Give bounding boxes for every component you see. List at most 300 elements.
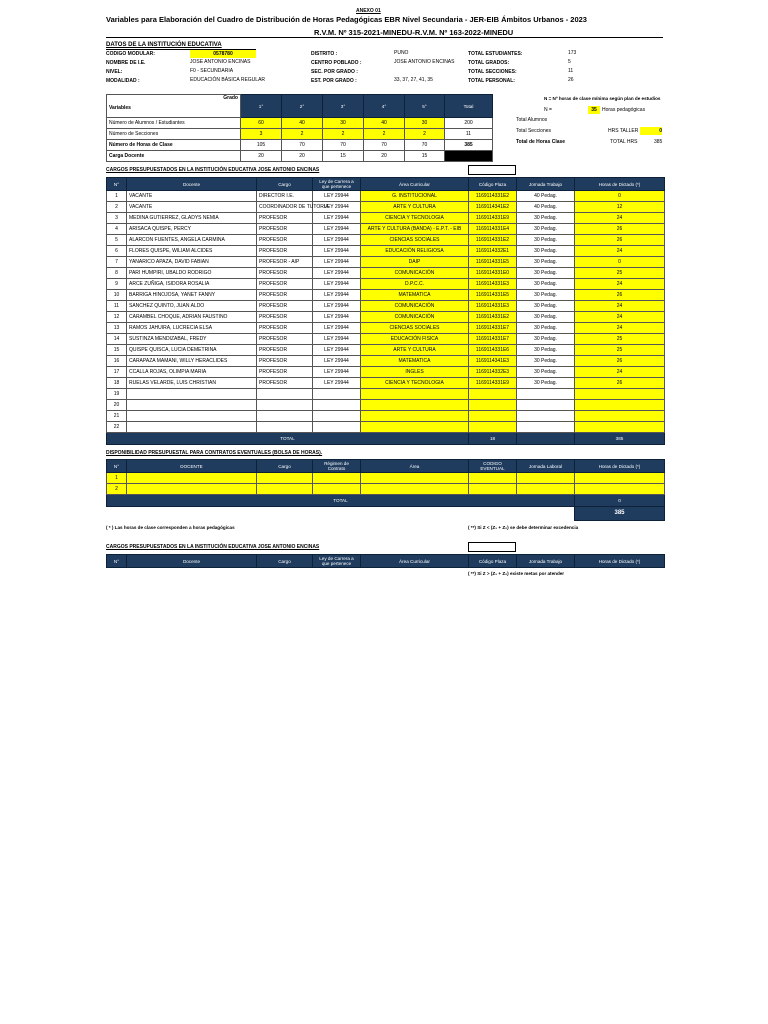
grades-corner-bottom: Variables [109,105,131,111]
inst-left-label: NOMBRE DE I.E. [106,60,146,66]
staff-cell: 21 [107,411,127,422]
staff-cell: 1169114331E3 [469,279,517,290]
staff-cell: 12 [575,202,665,213]
staff-cell: PROFESOR [257,279,313,290]
staff-cell: 24 [575,301,665,312]
staff-cell: 12 [107,312,127,323]
inst-left-value: EDUCACIÓN BÁSICA REGULAR [190,77,266,83]
side-total-hrs: TOTAL HRS [610,139,638,145]
staff-cell: 30 Pedag. [517,213,575,224]
staff-cell: 26 [575,290,665,301]
grades-cell: 30 [323,118,364,129]
staff-row [107,191,665,202]
staff-cell: 10 [107,290,127,301]
budget-col-header: Cargo [257,460,313,473]
budget-col-header: CODIGO EVENTUAL [469,460,517,473]
staff-cell: 15 [107,345,127,356]
side-total-horas-clase: Total de Horas Clase [516,139,566,145]
staff-cell: 30 Pedag. [517,224,575,235]
budget-cell [517,473,575,484]
staff-cell: 26 [575,224,665,235]
grades-cell: 105 [241,140,282,151]
staff-row [107,202,665,213]
staff-row [107,224,665,235]
staff-cell [127,389,257,400]
side-n-value: 35 [588,106,600,114]
inst-left-value: F0 - SECUNDARIA [190,68,234,74]
staff-cell: 1169114331E5 [469,290,517,301]
grades-cell: 2 [405,129,445,140]
staff-cell: 7 [107,257,127,268]
staff-cell [313,389,361,400]
staff-cell: 16 [107,356,127,367]
staff-cell: 24 [575,246,665,257]
staff-cell: 1169114341E2 [469,202,517,213]
staff-row [107,213,665,224]
inst-middle-label: CENTRO POBLADO : [311,60,362,66]
staff-cell [469,400,517,411]
grades-cell: 60 [241,118,282,129]
staff-row [107,301,665,312]
side-n-unit: Horas pedagógicas [602,107,646,113]
staff-cell [469,389,517,400]
inst-right-label: TOTAL SECCIONES: [468,69,517,75]
inst-right-label: TOTAL PERSONAL: [468,78,515,84]
budget-cell [361,484,469,495]
budget-cell [469,484,517,495]
staff-cell: DIRECTOR I.E. [257,191,313,202]
staff-cell: LEY 29944 [313,301,361,312]
grades-cell: 70 [364,140,405,151]
staff-cell: RAMOS JAHUIRA, LUCRECIA ELSA [127,323,257,334]
staff-row [107,422,665,433]
grades-spacer [493,129,516,140]
staff-title: CARGOS PRESUPUESTADOS EN LA INSTITUCIÓN EDUCATIVA JOSE ANTONIO ENCINAS [106,167,320,173]
side-hrs-taller-value: 0 [640,127,662,135]
staff-cell: 30 Pedag. [517,235,575,246]
staff2-col-header: Horas de Dictado (*) [575,555,665,568]
staff-cell: PROFESOR [257,235,313,246]
side-note: N = Nº horas de clase mínima según plan de estudios [544,96,661,101]
staff-cell: 2 [107,202,127,213]
staff-cell: 9 [107,279,127,290]
grades-cell: 2 [323,129,364,140]
grades-row [107,140,516,151]
staff-cell: COMUNICACIÓN [361,312,469,323]
staff-cell: PROFESOR [257,367,313,378]
annex-label: ANEXO 01 [356,8,381,14]
grades-row [107,151,516,162]
budget-cell [257,473,313,484]
staff-col-header: Área Curricular [361,178,469,191]
staff-cell: VACANTE [127,191,257,202]
staff-row [107,257,665,268]
grades-cell: 15 [405,151,445,162]
staff-cell: PROFESOR [257,290,313,301]
staff-cell: 30 Pedag. [517,246,575,257]
staff-cell [361,422,469,433]
budget-col-header: Área [361,460,469,473]
budget-grand-total: 385 [575,507,665,521]
staff-cell: LEY 29944 [313,323,361,334]
budget-cell [517,484,575,495]
grades-spacer [493,140,516,151]
staff-cell: 30 Pedag. [517,312,575,323]
staff-cell [469,422,517,433]
inst-middle-value: 33, 37, 27, 41, 35 [394,77,433,83]
staff2-title: CARGOS PRESUPUESTADOS EN LA INSTITUCIÓN EDUCATIVA JOSE ANTONIO ENCINAS [106,544,320,550]
staff-cell: CCALLA ROJAS, OLIMPIA MARIA [127,367,257,378]
staff-cell: 5 [107,235,127,246]
staff-cell: 22 [107,422,127,433]
staff-cell: DAIP [361,257,469,268]
staff-row [107,312,665,323]
side-total-secciones: Total Secciones [516,128,552,134]
staff-cell: YANARICO APAZA, DAVID FABIAN [127,257,257,268]
grades-cell: 70 [282,140,323,151]
inst-right-value: 11 [568,68,574,74]
budget-col-header: DOCENTE [127,460,257,473]
staff-cell: 30 Pedag. [517,323,575,334]
side-hrs-taller: HRS TALLER [608,128,639,134]
staff-cell: 1169114331E3 [469,301,517,312]
staff-cell: 1169114331E9 [469,213,517,224]
budget-cell [575,484,665,495]
grades-spacer [493,95,516,118]
staff-cell: ARISACA QUISPE, PERCY [127,224,257,235]
inst-left-value: 0578780 [190,50,256,58]
budget-grand-row [107,507,665,521]
grades-cell: 20 [364,151,405,162]
budget-cell [575,473,665,484]
staff-cell: 1169114331E4 [469,224,517,235]
staff-col-header: Docente [127,178,257,191]
staff-cell: 1169114331E5 [469,257,517,268]
grades-corner-top: Grado [223,95,238,101]
grades-row-label: Carga Docente [107,151,241,162]
staff2-col-header: Ley de Carrera a que pertenece [313,555,361,568]
staff-cell: PROFESOR [257,356,313,367]
grades-col-header: 1° [241,95,282,118]
staff-cell: LEY 29944 [313,235,361,246]
budget-cell: 2 [107,484,127,495]
staff-cell: LEY 29944 [313,268,361,279]
inst-left-value: JOSE ANTONIO ENCINAS [190,59,251,65]
staff-cell: ALARCON FUENTES, ANGELA CARMINA [127,235,257,246]
staff-cell: MATEMATICA [361,290,469,301]
staff-cell: COMUNICACIÓN [361,268,469,279]
staff-total-hours: 385 [575,433,665,445]
staff-col-header: Código Plaza [469,178,517,191]
budget-cell [313,473,361,484]
staff-cell: VACANTE [127,202,257,213]
grades-table [106,94,516,162]
staff2-col-header: Jornada Trabajo [517,555,575,568]
staff-cell [257,389,313,400]
grades-col-header: 4° [364,95,405,118]
note-hours: ( * ) Las horas de clase corresponden a horas pedagógicas [106,525,235,530]
staff-cell: 1169114331E0 [469,268,517,279]
staff-col-header: Ley de Carrera a que pertenece [313,178,361,191]
budget-col-header: Régimen de Contrato [313,460,361,473]
staff2-col-header: Área Curricular [361,555,469,568]
grades-col-header: 2° [282,95,323,118]
staff-cell: 40 Pedag. [517,191,575,202]
staff-cell [517,400,575,411]
staff-cell: 30 Pedag. [517,268,575,279]
staff-cell [127,411,257,422]
staff-cell: EDUCACIÓN FISICA [361,334,469,345]
staff-cell: LEY 29944 [313,246,361,257]
grades-cell: 2 [282,129,323,140]
grades-cell [445,151,493,162]
budget-cell [313,484,361,495]
staff-cell: 30 Pedag. [517,356,575,367]
grades-spacer [493,118,516,129]
staff-cell: PROFESOR [257,213,313,224]
staff-cell: PROFESOR [257,268,313,279]
grades-cell: 70 [323,140,364,151]
staff-row [107,345,665,356]
staff-row [107,367,665,378]
inst-middle-label: SEC. POR GRADO : [311,69,358,75]
staff-total-count: 18 [469,433,517,445]
staff-cell: LEY 29944 [313,312,361,323]
grades-row-label: Número de Secciones [107,129,241,140]
staff-cell [469,411,517,422]
staff-col-header: Horas de Dictado (*) [575,178,665,191]
staff-cell: SANCHEZ QUINTO, JUAN ALDO [127,301,257,312]
staff-cell: 30 Pedag. [517,301,575,312]
grades-corner [107,95,241,118]
staff-cell: LEY 29944 [313,367,361,378]
staff-cell: ARCE ZUÑIGA, ISIDORA ROSALIA [127,279,257,290]
staff-cell: 1169114331E7 [469,334,517,345]
staff-row [107,411,665,422]
staff-cell: CIENCIA Y TECNOLOGIA [361,213,469,224]
staff-cell: LEY 29944 [313,334,361,345]
staff-cell: LEY 29944 [313,224,361,235]
staff-cell: 4 [107,224,127,235]
staff-cell: PROFESOR [257,345,313,356]
grades-cell: 20 [282,151,323,162]
staff-cell: 30 Pedag. [517,290,575,301]
staff-cell: 17 [107,367,127,378]
grades-row-label: Número de Horas de Clase [107,140,241,151]
budget-row [107,484,665,495]
inst-right-label: TOTAL ESTUDIANTES: [468,51,523,57]
inst-middle-label: EST. POR GRADO : [311,78,357,84]
budget-cell [469,473,517,484]
staff-cell: CARAPAZA MAMANI, WILLY HERACLIDES [127,356,257,367]
staff-cell: PROFESOR [257,323,313,334]
staff-total-label: TOTAL [107,433,469,445]
staff-cell [575,422,665,433]
staff2-header-row [107,555,665,568]
staff-table [106,177,665,445]
grades-cell: 3 [241,129,282,140]
staff-cell: 1169114331E9 [469,378,517,389]
staff-cell: 1169114331E7 [469,323,517,334]
staff-cell: CIENCIA Y TECNOLOGIA [361,378,469,389]
budget-cell [361,473,469,484]
grades-row [107,129,516,140]
staff-cell: RUELAS VELARDE, LUIS CHRISTIAN [127,378,257,389]
header-rule [106,37,663,38]
budget-cell [127,473,257,484]
staff-cell: 3 [107,213,127,224]
staff-cell: 14 [107,334,127,345]
staff-cell [257,422,313,433]
staff-cell: 1 [107,191,127,202]
staff-cell [361,411,469,422]
staff-cell [313,411,361,422]
staff-cell [575,411,665,422]
grades-header-row [107,95,516,118]
staff-cell: 26 [575,235,665,246]
staff-cell [517,422,575,433]
staff-cell: 6 [107,246,127,257]
grades-cell: 11 [445,129,493,140]
budget-table [106,459,665,521]
staff-cell: 30 Pedag. [517,378,575,389]
staff-cell [517,389,575,400]
budget-title: DISPONIBILIDAD PRESUPUESTAL PARA CONTRATOS EVENTUALES (BOLSA DE HORAS). [106,450,323,456]
staff-cell: 24 [575,312,665,323]
staff-cell: 19 [107,389,127,400]
staff-cell: CIENCIAS SOCIALES [361,235,469,246]
staff-cell [127,422,257,433]
staff-cell: 24 [575,279,665,290]
staff-cell: 1169114332E1 [469,246,517,257]
staff-cell: 11 [107,301,127,312]
staff-cell: 25 [575,345,665,356]
staff-cell: BARRIGA HINOJOSA, YANET FANNY [127,290,257,301]
staff-cell: FLORES QUISPE, WILIAM ALCIDES [127,246,257,257]
staff-row [107,279,665,290]
inst-left-label: NIVEL: [106,69,123,75]
side-total-hrs-value: 385 [654,139,663,145]
rvm-subtitle: R.V.M. Nº 315-2021-MINEDU-R.V.M. Nº 163-2022-MINEDU [314,28,514,37]
staff-cell: LEY 29944 [313,202,361,213]
grades-cell: 40 [282,118,323,129]
staff-header-row [107,178,665,191]
staff2-col-header: N° [107,555,127,568]
staff-cell: LEY 29944 [313,257,361,268]
staff-cell: 24 [575,323,665,334]
staff-cell: LEY 29944 [313,356,361,367]
staff-total-blank [517,433,575,445]
staff-cell [575,400,665,411]
staff-cell: 18 [107,378,127,389]
staff-cell: 1169114341E3 [469,356,517,367]
budget-row [107,473,665,484]
staff-col-header: Jornada Trabajo [517,178,575,191]
staff-cell: COMUNICACIÓN [361,301,469,312]
staff-cell: LEY 29944 [313,290,361,301]
staff-row [107,246,665,257]
staff-row [107,268,665,279]
staff-cell [517,411,575,422]
staff-cell [575,389,665,400]
staff-cell: 20 [107,400,127,411]
staff-cell: PROFESOR - AIP [257,257,313,268]
staff-cell: G. INSTITUCIONAL [361,191,469,202]
staff-cell: 13 [107,323,127,334]
staff-cell: QUISPE QUISCA, LUCIA DEMETRINA [127,345,257,356]
staff-cell [361,400,469,411]
staff2-table [106,554,665,568]
staff-col-header: Cargo [257,178,313,191]
note-pending: ( **) Si Z > (Z₁ + Z₂) existe metas por atender [468,571,565,576]
staff-row [107,290,665,301]
staff-cell: 0 [575,257,665,268]
staff-cell: D.P.C.C. [361,279,469,290]
staff2-col-header: Docente [127,555,257,568]
staff-cell: 30 Pedag. [517,367,575,378]
staff-col-header: N° [107,178,127,191]
grades-row-label: Número de Alumnos / Estudiantes [107,118,241,129]
page-title: Variables para Elaboración del Cuadro de Distribución de Horas Pedagógicas EBR Nivel Secundaria - JER-EIB Ámbitos Urbanos - 2023 [106,15,587,24]
inst-left-label: CODIGO MODULAR: [106,51,155,57]
grades-cell: 70 [405,140,445,151]
staff-cell [313,422,361,433]
staff-cell: LEY 29944 [313,345,361,356]
staff-cell: MATEMATICA [361,356,469,367]
budget-grand-blank [107,507,575,521]
staff-cell: PROFESOR [257,334,313,345]
staff-cell: 24 [575,213,665,224]
inst-right-label: TOTAL GRADOS: [468,60,510,66]
staff-cell: LEY 29944 [313,191,361,202]
staff-cell: PROFESOR [257,312,313,323]
grades-col-header: 3° [323,95,364,118]
staff-cell: ARTE Y CULTURA [361,345,469,356]
staff-cell: 40 Pedag. [517,202,575,213]
staff-cell: COORDINADOR DE TUTORIA [257,202,313,213]
staff-code-box [468,165,516,175]
staff-row [107,356,665,367]
staff-cell: MEDINA GUTIERREZ, GLADYS NEMIA [127,213,257,224]
institution-section-title: DATOS DE LA INSTITUCIÓN EDUCATIVA [106,42,222,48]
budget-col-header: Jornada Laboral [517,460,575,473]
staff-cell: INGLES [361,367,469,378]
staff-row [107,389,665,400]
grades-col-header: 5° [405,95,445,118]
grades-spacer [493,151,516,162]
staff-cell: 1169114331E2 [469,235,517,246]
staff-row [107,235,665,246]
staff-row [107,334,665,345]
staff-cell: PROFESOR [257,378,313,389]
grades-cell: 200 [445,118,493,129]
inst-right-value: 5 [568,59,571,65]
staff-cell [127,400,257,411]
budget-cell [127,484,257,495]
staff-cell: 25 [575,334,665,345]
staff-cell: 30 Pedag. [517,345,575,356]
staff-cell: 1169114331E2 [469,191,517,202]
inst-middle-value: PUNO [394,50,409,56]
staff-cell: 30 Pedag. [517,257,575,268]
inst-right-value: 173 [568,50,577,56]
staff-cell: 8 [107,268,127,279]
staff-cell: 1169114332E3 [469,367,517,378]
budget-cell [257,484,313,495]
note-excess: ( **) Si Z < (Z₁ + Z₂) se debe determinar excedencia [468,525,579,530]
staff-cell: 25 [575,268,665,279]
inst-middle-label: DISTRITO : [311,51,338,57]
